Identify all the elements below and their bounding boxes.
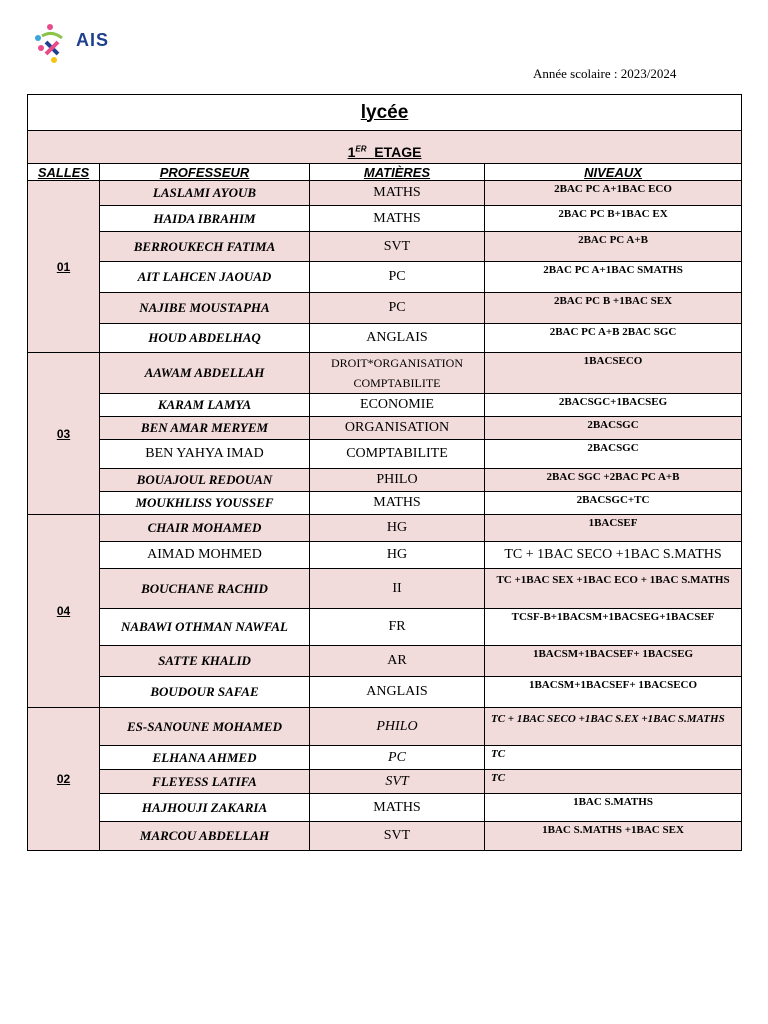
- matiere-cell: II: [310, 569, 485, 609]
- table-row: [28, 232, 742, 262]
- table-row: [28, 293, 742, 324]
- niveaux-cell: TC: [485, 770, 742, 794]
- matiere-cell: PHILO: [310, 469, 485, 492]
- professeur-cell: SATTE KHALID: [100, 646, 310, 677]
- logo-text: AIS: [76, 30, 110, 50]
- professeur-cell: MARCOU ABDELLAH: [100, 822, 310, 851]
- niveaux-cell: 2BACSGC+1BACSEG: [485, 394, 742, 417]
- table-row: [28, 569, 742, 609]
- professeur-cell: BOUDOUR SAFAE: [100, 677, 310, 708]
- table-row: [28, 822, 742, 851]
- professeur-cell: HOUD ABDELHAQ: [100, 324, 310, 353]
- matiere-cell: SVT: [310, 770, 485, 794]
- professeur-cell: BOUAJOUL REDOUAN: [100, 469, 310, 492]
- niveaux-cell: 2BAC PC A+B: [485, 232, 742, 262]
- professeur-cell: NABAWI OTHMAN NAWFAL: [100, 609, 310, 646]
- niveaux-cell: 1BAC S.MATHS +1BAC SEX: [485, 822, 742, 851]
- table-row: [28, 542, 742, 569]
- matiere-cell: PHILO: [310, 708, 485, 746]
- table-row: [28, 492, 742, 515]
- professeur-cell: HAIDA IBRAHIM: [100, 206, 310, 232]
- floor-heading: 1ER ETAGE: [28, 131, 742, 164]
- matiere-cell: PC: [310, 746, 485, 770]
- niveaux-cell: 2BAC PC B+1BAC EX: [485, 206, 742, 232]
- matiere-cell: PC: [310, 262, 485, 293]
- schedule-table: [27, 94, 742, 851]
- professeur-cell: AAWAM ABDELLAH: [100, 353, 310, 394]
- table-row: [28, 770, 742, 794]
- professeur-cell: ELHANA AHMED: [100, 746, 310, 770]
- professeur-cell: AIMAD MOHMED: [100, 542, 310, 569]
- niveaux-cell: 2BACSGC: [485, 440, 742, 469]
- niveaux-cell: TCSF-B+1BACSM+1BACSEG+1BACSEF: [485, 609, 742, 646]
- niveaux-cell: 1BACSM+1BACSEF+ 1BACSECO: [485, 677, 742, 708]
- table-row: [28, 324, 742, 353]
- table-row: [28, 394, 742, 417]
- table-row: [28, 708, 742, 746]
- matiere-cell: SVT: [310, 232, 485, 262]
- table-row: [28, 469, 742, 492]
- professeur-cell: MOUKHLISS YOUSSEF: [100, 492, 310, 515]
- niveaux-cell: 2BAC SGC +2BAC PC A+B: [485, 469, 742, 492]
- professeur-cell: BEN YAHYA IMAD: [100, 440, 310, 469]
- table-row: [28, 746, 742, 770]
- table-row: [28, 794, 742, 822]
- column-header-professeur: PROFESSEUR: [100, 164, 310, 181]
- column-header-matieres: MATIÈRES: [310, 164, 485, 181]
- niveaux-cell: 2BAC PC A+1BAC SMATHS: [485, 262, 742, 293]
- table-row: [28, 440, 742, 469]
- table-row: [28, 515, 742, 542]
- matiere-cell: COMPTABILITE: [310, 440, 485, 469]
- professeur-cell: KARAM LAMYA: [100, 394, 310, 417]
- matiere-cell: HG: [310, 515, 485, 542]
- matiere-cell: MATHS: [310, 492, 485, 515]
- matiere-cell: ANGLAIS: [310, 324, 485, 353]
- niveaux-cell: 2BAC PC A+1BAC ECO: [485, 181, 742, 206]
- niveaux-cell: 1BACSEF: [485, 515, 742, 542]
- salle-cell: 02: [28, 708, 100, 851]
- niveaux-cell: 2BACSGC: [485, 417, 742, 440]
- professeur-cell: BOUCHANE RACHID: [100, 569, 310, 609]
- matiere-cell: MATHS: [310, 206, 485, 232]
- matiere-cell: ORGANISATION: [310, 417, 485, 440]
- salle-cell: 01: [28, 181, 100, 353]
- school-year: Année scolaire : 2023/2024: [533, 66, 677, 81]
- table-row: [28, 353, 742, 394]
- professeur-cell: BEN AMAR MERYEM: [100, 417, 310, 440]
- niveaux-cell: TC + 1BAC SECO +1BAC S.EX +1BAC S.MATHS: [485, 708, 742, 746]
- matiere-cell: SVT: [310, 822, 485, 851]
- table-row: [28, 417, 742, 440]
- professeur-cell: BERROUKECH FATIMA: [100, 232, 310, 262]
- matiere-cell: PC: [310, 293, 485, 324]
- niveaux-cell: TC + 1BAC SECO +1BAC S.MATHS: [485, 542, 742, 569]
- professeur-cell: CHAIR MOHAMED: [100, 515, 310, 542]
- table-row: [28, 262, 742, 293]
- matiere-cell: FR: [310, 609, 485, 646]
- school-logo: [32, 22, 122, 66]
- matiere-cell: HG: [310, 542, 485, 569]
- niveaux-cell: 2BAC PC B +1BAC SEX: [485, 293, 742, 324]
- professeur-cell: AIT LAHCEN JAOUAD: [100, 262, 310, 293]
- matiere-cell: AR: [310, 646, 485, 677]
- matiere-cell: DROIT*ORGANISATION COMPTABILITE: [310, 353, 485, 394]
- niveaux-cell: 1BAC S.MATHS: [485, 794, 742, 822]
- table-row: [28, 646, 742, 677]
- ais-logo-icon: [32, 22, 76, 66]
- matiere-cell: MATHS: [310, 181, 485, 206]
- niveaux-cell: 2BAC PC A+B 2BAC SGC: [485, 324, 742, 353]
- matiere-cell: MATHS: [310, 794, 485, 822]
- column-header-niveaux: NIVEAUX: [485, 164, 742, 181]
- table-row: [28, 609, 742, 646]
- niveaux-cell: TC: [485, 746, 742, 770]
- column-header-salles: SALLES: [28, 164, 100, 181]
- table-row: [28, 181, 742, 206]
- salle-cell: 03: [28, 353, 100, 515]
- professeur-cell: ES-SANOUNE MOHAMED: [100, 708, 310, 746]
- professeur-cell: HAJHOUJI ZAKARIA: [100, 794, 310, 822]
- professeur-cell: FLEYESS LATIFA: [100, 770, 310, 794]
- professeur-cell: NAJIBE MOUSTAPHA: [100, 293, 310, 324]
- table-title: lycée: [28, 95, 742, 131]
- matiere-cell: ANGLAIS: [310, 677, 485, 708]
- professeur-cell: LASLAMI AYOUB: [100, 181, 310, 206]
- matiere-cell: ECONOMIE: [310, 394, 485, 417]
- niveaux-cell: 1BACSM+1BACSEF+ 1BACSEG: [485, 646, 742, 677]
- table-row: [28, 206, 742, 232]
- niveaux-cell: 2BACSGC+TC: [485, 492, 742, 515]
- niveaux-cell: TC +1BAC SEX +1BAC ECO + 1BAC S.MATHS: [485, 569, 742, 609]
- salle-cell: 04: [28, 515, 100, 708]
- table-row: [28, 677, 742, 708]
- niveaux-cell: 1BACSECO: [485, 353, 742, 394]
